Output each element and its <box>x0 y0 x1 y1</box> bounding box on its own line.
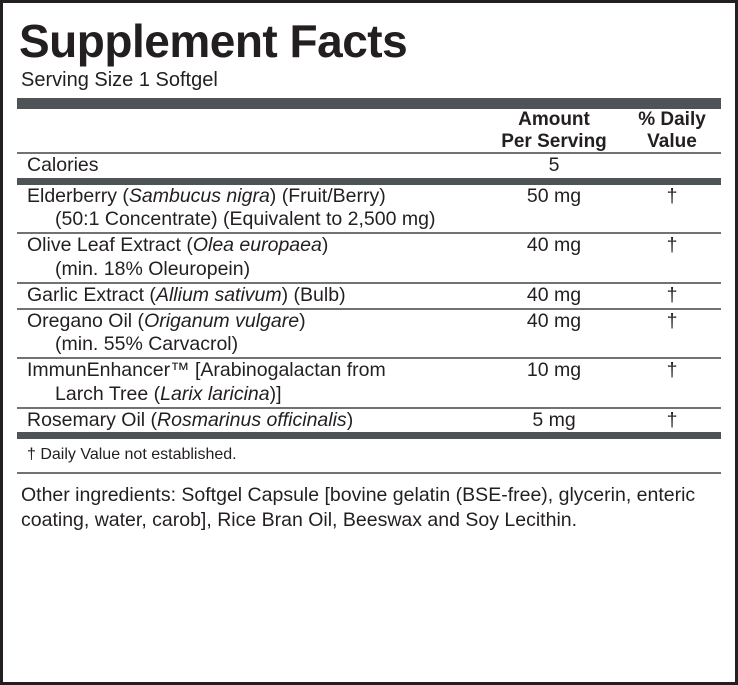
ingredient-subline <box>27 383 483 407</box>
divider-thick-top <box>17 98 721 109</box>
ingredient-scientific-name: Rosmarinus officinalis <box>157 408 347 431</box>
ingredient-amount: 40 mg <box>526 309 582 332</box>
header-nutrient <box>17 109 487 152</box>
ingredient-subline: (min. 55% Carvacrol) <box>55 333 239 356</box>
ingredient-name-main: Elderberry ( <box>27 184 129 207</box>
ingredient-name-main: Oregano Oil ( <box>27 309 145 332</box>
ingredient-dv: † <box>666 309 678 332</box>
ingredient-name <box>17 185 487 233</box>
ingredient-name <box>17 409 487 433</box>
ingredient-amount: 10 mg <box>526 359 582 382</box>
ingredient-subline-main: Larch Tree ( <box>55 382 161 405</box>
calories-label: Calories <box>27 153 99 176</box>
facts-table <box>17 109 721 152</box>
divider-after-calories <box>17 178 721 185</box>
ingredient-scientific-name: Sambucus nigra <box>128 184 270 207</box>
calories-table <box>17 154 721 178</box>
header-dv-line1: % Daily <box>638 109 706 131</box>
ingredient-name-main: Rosemary Oil ( <box>27 408 158 431</box>
header-dv-line2: Value <box>647 130 697 152</box>
ingredient-scientific-name: Larix laricina <box>160 382 270 405</box>
header-daily-value <box>627 109 721 152</box>
ingredient-amount: 50 mg <box>526 184 582 207</box>
ingredient-name <box>17 284 487 308</box>
ingredient-name-after: ) (Fruit/Berry) <box>269 184 386 207</box>
table-row-calories <box>17 154 721 178</box>
ingredient-name <box>17 359 487 407</box>
ingredient-name-main: Garlic Extract ( <box>27 283 156 306</box>
calories-dv <box>627 154 721 178</box>
ingredient-amount: 5 mg <box>532 408 576 431</box>
ingredient-subline: (min. 18% Oleuropein) <box>55 257 251 280</box>
ingredient-dv: † <box>666 184 678 207</box>
footnote-daily-value: † Daily Value not established. <box>27 446 237 464</box>
ingredient-scientific-name: Allium sativum <box>155 283 282 306</box>
ingredient-name <box>17 310 487 358</box>
ingredient-name-main: ImmunEnhancer™ [Arabinogalactan from <box>27 359 386 382</box>
header-amount <box>487 109 627 152</box>
ingredient-amount: 40 mg <box>526 283 582 306</box>
ingredient-subline-after: )] <box>269 382 282 405</box>
ingredients-table <box>17 185 721 433</box>
table-row <box>17 409 721 433</box>
other-ingredients: Other ingredients: Softgel Capsule [bovine gelatin (BSE-free), glycerin, enteric coating, water, carob], Rice Bran Oil, Beeswax and Soy Lecithin. <box>21 484 696 532</box>
divider-before-footnote <box>17 432 721 439</box>
ingredient-dv: † <box>666 283 678 306</box>
table-header-row <box>17 109 721 152</box>
ingredient-name-after: ) <box>321 234 329 257</box>
table-row <box>17 359 721 407</box>
header-amount-line1: Amount <box>518 109 590 131</box>
ingredient-dv: † <box>666 408 678 431</box>
ingredient-name-after: ) (Bulb) <box>281 283 346 306</box>
ingredient-dv: † <box>666 359 678 382</box>
ingredient-name-after: ) <box>346 408 354 431</box>
ingredient-name-after: ) <box>299 309 306 332</box>
ingredient-name <box>17 234 487 282</box>
table-row <box>17 234 721 282</box>
table-row <box>17 310 721 358</box>
serving-size: Serving Size 1 Softgel <box>21 69 218 92</box>
ingredient-dv: † <box>666 234 678 257</box>
page-title: Supplement Facts <box>19 15 408 67</box>
table-row <box>17 284 721 308</box>
ingredient-subline: (50:1 Concentrate) (Equivalent to 2,500 mg) <box>55 208 436 231</box>
header-amount-line2: Per Serving <box>501 130 607 152</box>
ingredient-amount: 40 mg <box>526 234 582 257</box>
ingredient-scientific-name: Olea europaea <box>192 234 322 257</box>
panel-inner <box>3 3 735 533</box>
ingredient-scientific-name: Origanum vulgare <box>144 309 300 332</box>
ingredient-name-main: Olive Leaf Extract ( <box>27 234 193 257</box>
calories-amount: 5 <box>548 153 560 176</box>
table-row <box>17 185 721 233</box>
